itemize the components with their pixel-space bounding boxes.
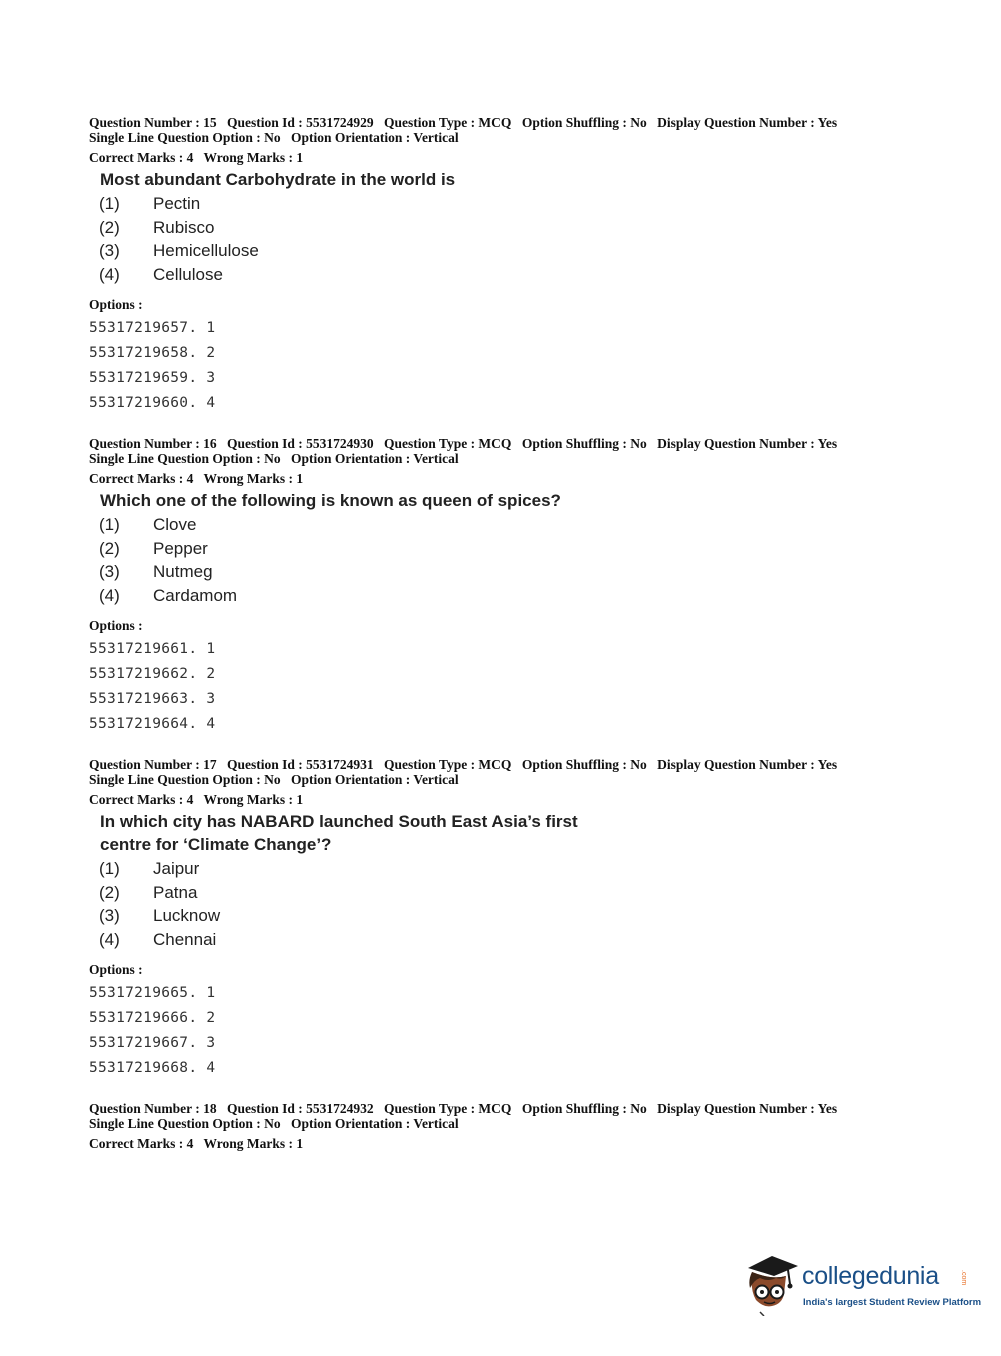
option-text: Hemicellulose	[153, 241, 259, 261]
question-type: Question Type : MCQ	[384, 757, 512, 772]
option-number: (1)	[99, 859, 120, 878]
display-question-number: Display Question Number : Yes	[657, 1101, 838, 1116]
option-orientation: Option Orientation : Vertical	[291, 451, 459, 466]
option-text: Cardamom	[153, 586, 238, 606]
single-line-option: Single Line Question Option : No	[89, 130, 281, 145]
question-text-line: In which city has NABARD launched South East Asia’s first	[100, 812, 578, 831]
option-id-list	[89, 637, 949, 738]
marks-line	[89, 471, 949, 486]
answer-option	[99, 239, 949, 263]
answer-option	[99, 192, 949, 216]
answer-option	[99, 881, 949, 905]
question-block-18	[89, 1101, 949, 1151]
display-question-number: Display Question Number : Yes	[657, 757, 838, 772]
option-id: 55317219662. 2	[89, 666, 216, 683]
option-shuffling: Option Shuffling : No	[521, 115, 647, 130]
question-meta-line2	[89, 1116, 949, 1131]
wrong-marks: Wrong Marks : 1	[203, 150, 304, 165]
option-id: 55317219666. 2	[89, 1010, 216, 1027]
question-number: Question Number : 17	[89, 757, 217, 772]
marks-line	[89, 150, 949, 165]
question-number: Question Number : 16	[89, 436, 217, 451]
display-question-number: Display Question Number : Yes	[657, 115, 838, 130]
single-line-option: Single Line Question Option : No	[89, 772, 281, 787]
question-type: Question Type : MCQ	[384, 115, 512, 130]
correct-marks: Correct Marks : 4	[89, 792, 194, 807]
option-id: 55317219657. 1	[89, 319, 216, 336]
option-text: Nutmeg	[153, 562, 213, 582]
question-meta	[89, 1101, 949, 1116]
answer-option	[99, 584, 949, 608]
single-line-option: Single Line Question Option : No	[89, 1116, 281, 1131]
question-text-line: Most abundant Carbohydrate in the world is	[100, 170, 456, 189]
question-meta	[89, 757, 949, 772]
option-id: 55317219667. 3	[89, 1035, 216, 1052]
option-id-list	[89, 981, 949, 1082]
option-text: Lucknow	[153, 906, 221, 926]
option-number: (2)	[99, 882, 120, 902]
question-text	[100, 489, 949, 512]
single-line-option: Single Line Question Option : No	[89, 451, 281, 466]
answer-option	[99, 904, 949, 928]
option-text: Cellulose	[153, 265, 223, 285]
answer-option	[99, 216, 949, 240]
option-orientation: Option Orientation : Vertical	[291, 1116, 459, 1131]
brand-name: collegedunia	[802, 1262, 939, 1290]
question-meta-line2	[89, 772, 949, 787]
option-id: 55317219660. 4	[89, 395, 216, 412]
answer-option	[99, 857, 949, 881]
option-number: (4)	[99, 930, 120, 950]
correct-marks: Correct Marks : 4	[89, 471, 194, 486]
answer-options	[99, 857, 949, 952]
option-number: (3)	[99, 562, 120, 582]
question-id: Question Id : 5531724929	[227, 115, 374, 130]
answer-options	[99, 192, 949, 287]
correct-marks: Correct Marks : 4	[89, 1136, 194, 1151]
option-number: (1)	[99, 515, 120, 534]
question-block-17	[89, 757, 949, 1082]
question-id: Question Id : 5531724930	[227, 436, 374, 451]
question-id: Question Id : 5531724931	[227, 757, 374, 772]
option-text: Patna	[153, 882, 198, 902]
option-id-list	[89, 316, 949, 417]
option-text: Rubisco	[153, 217, 215, 237]
option-text: Pepper	[153, 538, 208, 558]
answer-option	[99, 928, 949, 952]
option-text: Clove	[153, 515, 197, 534]
option-id: 55317219664. 4	[89, 716, 216, 733]
question-text	[100, 810, 949, 856]
wrong-marks: Wrong Marks : 1	[203, 1136, 304, 1151]
question-number: Question Number : 18	[89, 1101, 217, 1116]
option-number: (3)	[99, 906, 120, 926]
option-id: 55317219661. 1	[89, 640, 216, 657]
answer-option	[99, 560, 949, 584]
option-number: (4)	[99, 265, 120, 285]
options-label: Options :	[89, 617, 143, 633]
option-number: (3)	[99, 241, 120, 261]
marks-line	[89, 1136, 949, 1151]
option-shuffling: Option Shuffling : No	[521, 757, 647, 772]
brand-tagline: India's largest Student Review Platform	[803, 1297, 982, 1308]
option-number: (4)	[99, 586, 120, 606]
question-meta-line2	[89, 451, 949, 466]
question-type: Question Type : MCQ	[384, 436, 512, 451]
options-label: Options :	[89, 961, 143, 977]
option-text: Jaipur	[153, 859, 200, 878]
option-id: 55317219668. 4	[89, 1060, 216, 1077]
option-id: 55317219663. 3	[89, 691, 216, 708]
answer-option	[99, 263, 949, 287]
wrong-marks: Wrong Marks : 1	[203, 792, 304, 807]
option-shuffling: Option Shuffling : No	[521, 1101, 647, 1116]
question-block-15	[89, 115, 949, 417]
wrong-marks: Wrong Marks : 1	[203, 471, 304, 486]
option-number: (1)	[99, 194, 120, 213]
option-number: (2)	[99, 217, 120, 237]
question-meta-line2	[89, 130, 949, 145]
option-id: 55317219665. 1	[89, 984, 216, 1001]
options-label: Options :	[89, 296, 143, 312]
option-id: 55317219659. 3	[89, 370, 216, 387]
answer-option	[99, 537, 949, 561]
answer-options	[99, 513, 949, 608]
option-number: (2)	[99, 538, 120, 558]
correct-marks: Correct Marks : 4	[89, 150, 194, 165]
question-text	[100, 168, 949, 191]
question-id: Question Id : 5531724932	[227, 1101, 374, 1116]
question-type: Question Type : MCQ	[384, 1101, 512, 1116]
option-text: Pectin	[153, 194, 201, 213]
question-meta	[89, 436, 949, 451]
brand-suffix: .com	[960, 1270, 967, 1286]
answer-option	[99, 513, 949, 537]
mascot-icon	[742, 1250, 802, 1316]
display-question-number: Display Question Number : Yes	[657, 436, 838, 451]
option-shuffling: Option Shuffling : No	[521, 436, 647, 451]
marks-line	[89, 792, 949, 807]
question-text-line: Which one of the following is known as queen of spices?	[100, 491, 561, 510]
option-orientation: Option Orientation : Vertical	[291, 130, 459, 145]
question-block-16	[89, 436, 949, 738]
option-id: 55317219658. 2	[89, 345, 216, 362]
question-text-line: centre for ‘Climate Change’?	[100, 835, 332, 854]
collegedunia-logo	[742, 1250, 982, 1320]
question-meta	[89, 115, 949, 130]
option-text: Chennai	[153, 930, 217, 950]
option-orientation: Option Orientation : Vertical	[291, 772, 459, 787]
question-number: Question Number : 15	[89, 115, 217, 130]
